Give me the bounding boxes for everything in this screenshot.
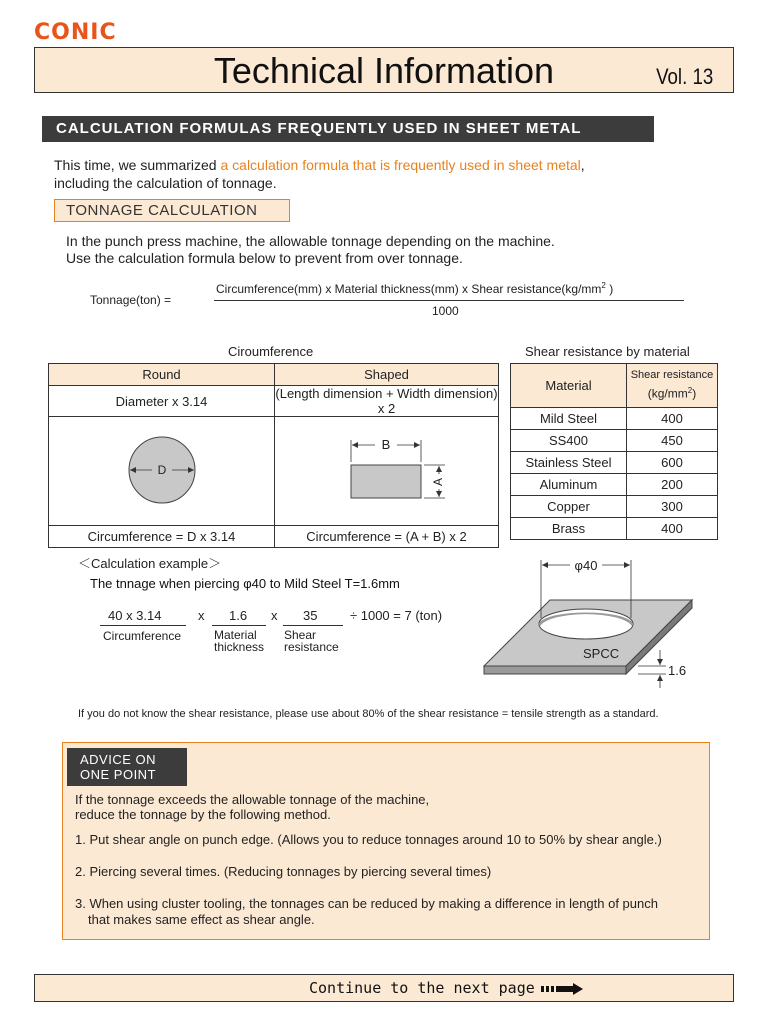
- material-name: Aluminum: [511, 474, 627, 496]
- tonnage-description: [66, 233, 555, 267]
- calc-label-thickness-1: Material: [214, 628, 257, 642]
- calc-times-1: x: [198, 608, 205, 623]
- advice-intro-line2: reduce the tonnage by the following method.: [75, 807, 331, 822]
- advice-item-3-line2: that makes same effect as shear angle.: [88, 912, 315, 927]
- section-heading: CALCULATION FORMULAS FREQUENTLY USED IN SHEET METAL: [42, 116, 654, 142]
- footer-bar[interactable]: [34, 974, 734, 1002]
- material-name: SS400: [511, 430, 627, 452]
- intro-text: [54, 156, 585, 192]
- page-title: Technical Information: [213, 50, 555, 91]
- volume-label: Vol. 13: [655, 64, 713, 89]
- calc-term-shear: 35: [303, 608, 318, 623]
- round-label-d: D: [157, 462, 166, 477]
- advice-tag-line2: ONE POINT: [80, 767, 157, 782]
- formula-fraction-line: [214, 300, 684, 301]
- header-unit: (kg/mm: [647, 386, 688, 401]
- formula-numerator-text: Circumference(mm) x Material thickness(mm) x Shear resistance(kg/mm: [216, 282, 602, 296]
- circumference-caption: Ciroumference: [228, 344, 314, 359]
- round-formula: Diameter x 3.14: [49, 386, 275, 417]
- round-diagram-cell: [49, 417, 275, 526]
- advice-item-2: 2. Piercing several times. (Reducing tonnages by piercing several times): [75, 864, 492, 879]
- calc-label-shear: [284, 629, 339, 653]
- shear-caption: Shear resistance by material: [525, 344, 690, 359]
- shear-note: If you do not know the shear resistance, please use about 80% of the shear resistance = tensile strength as a standard.: [78, 708, 659, 720]
- calc-example-title: ＜Calculation example＞: [78, 556, 222, 571]
- header-unit-sup: 2: [687, 386, 693, 396]
- material-name: Stainless Steel: [511, 452, 627, 474]
- calc-times-2: x: [271, 608, 278, 623]
- header-shear-resistance: [627, 364, 718, 408]
- sheet-front: [484, 666, 626, 674]
- round-result: Circumference = D x 3.14: [49, 526, 275, 548]
- description-line1: In the punch press machine, the allowable tonnage depending on the machine.: [66, 233, 555, 249]
- continue-link[interactable]: Continue to the next page: [309, 979, 535, 997]
- calc-result: ÷ 1000 = 7 (ton): [350, 608, 443, 623]
- table-row: [511, 474, 718, 496]
- shaped-rect: [351, 465, 421, 498]
- advice-intro-line1: If the tonnage exceeds the allowable tonnage of the machine,: [75, 792, 430, 807]
- calc-label-shear-2: resistance: [284, 640, 339, 654]
- calc-line-1: [100, 625, 186, 626]
- calc-example-subtitle: The tnnage when piercing φ40 to Mild Steel T=1.6mm: [90, 576, 400, 591]
- title-banner: [34, 47, 734, 93]
- advice-item-3: [75, 896, 658, 928]
- calc-term-circumference: 40 x 3.14: [108, 608, 162, 623]
- advice-item-3-line1: 3. When using cluster tooling, the tonnages can be reduced by making a difference in length of punch: [75, 896, 658, 911]
- advice-intro: [75, 792, 429, 822]
- diameter-label: φ40: [574, 558, 598, 573]
- shaped-label-a: A: [430, 477, 445, 486]
- shaped-formula: (Length dimension + Width dimension) x 2: [275, 386, 498, 416]
- table-row: [511, 496, 718, 518]
- shaped-diagram-cell: [275, 417, 499, 526]
- intro-part1: This time, we summarized: [54, 157, 221, 173]
- material-value: 600: [627, 452, 718, 474]
- thickness-label: 1.6: [668, 663, 687, 678]
- calc-label-circumference: Circumference: [103, 629, 182, 643]
- table-row: [511, 452, 718, 474]
- intro-highlight: a calculation formula that is frequently used in sheet metal: [220, 157, 581, 173]
- formula-numerator-sup: 2: [601, 281, 606, 290]
- intro-part2: ,: [580, 157, 585, 173]
- conic-logo: CONIC: [34, 20, 117, 45]
- tonnage-heading: TONNAGE CALCULATION: [54, 199, 290, 222]
- arrow-right-icon[interactable]: [541, 983, 585, 995]
- table-row: [511, 408, 718, 430]
- calc-line-2: [212, 625, 266, 626]
- header-round: Round: [49, 364, 275, 386]
- header-material: Material: [511, 364, 627, 408]
- description-line2: Use the calculation formula below to prevent from over tonnage.: [66, 250, 463, 266]
- intro-line2: including the calculation of tonnage.: [54, 175, 277, 191]
- calc-label-shear-1: Shear: [284, 628, 317, 642]
- material-name: Brass: [511, 518, 627, 540]
- header-unit-end: ): [692, 386, 697, 401]
- calc-label-thickness: [214, 629, 264, 653]
- advice-item-1: 1. Put shear angle on punch edge. (Allows you to reduce tonnages around 10 to 50% by shear angle.): [75, 832, 662, 847]
- material-value: 400: [627, 518, 718, 540]
- material-name: Mild Steel: [511, 408, 627, 430]
- formula-numerator: [216, 281, 613, 296]
- material-value: 300: [627, 496, 718, 518]
- round-diagram: [102, 420, 222, 520]
- circumference-table: [48, 363, 499, 548]
- shaped-result: Circumference = (A + B) x 2: [275, 526, 499, 548]
- material-name: Copper: [511, 496, 627, 518]
- material-value: 450: [627, 430, 718, 452]
- shaped-diagram: [317, 420, 457, 520]
- table-row: [511, 430, 718, 452]
- sheet-illustration: [478, 552, 708, 692]
- header-shear-text: Shear resistance: [630, 369, 714, 382]
- advice-tag: [67, 748, 187, 786]
- material-value: 400: [627, 408, 718, 430]
- calc-term-thickness: 1.6: [229, 608, 248, 623]
- calc-label-thickness-2: thickness: [214, 640, 265, 654]
- shear-resistance-table: [510, 363, 718, 540]
- formula-denominator: 1000: [432, 304, 459, 318]
- formula-numerator-end: ): [605, 282, 614, 296]
- material-value: 200: [627, 474, 718, 496]
- material-label: SPCC: [583, 646, 620, 661]
- table-row: [511, 518, 718, 540]
- shaped-label-b: B: [381, 436, 390, 452]
- header-shaped: Shaped: [275, 364, 499, 386]
- formula-label: Tonnage(ton) =: [90, 293, 172, 307]
- calc-line-3: [283, 625, 343, 626]
- advice-tag-line1: ADVICE ON: [80, 752, 157, 767]
